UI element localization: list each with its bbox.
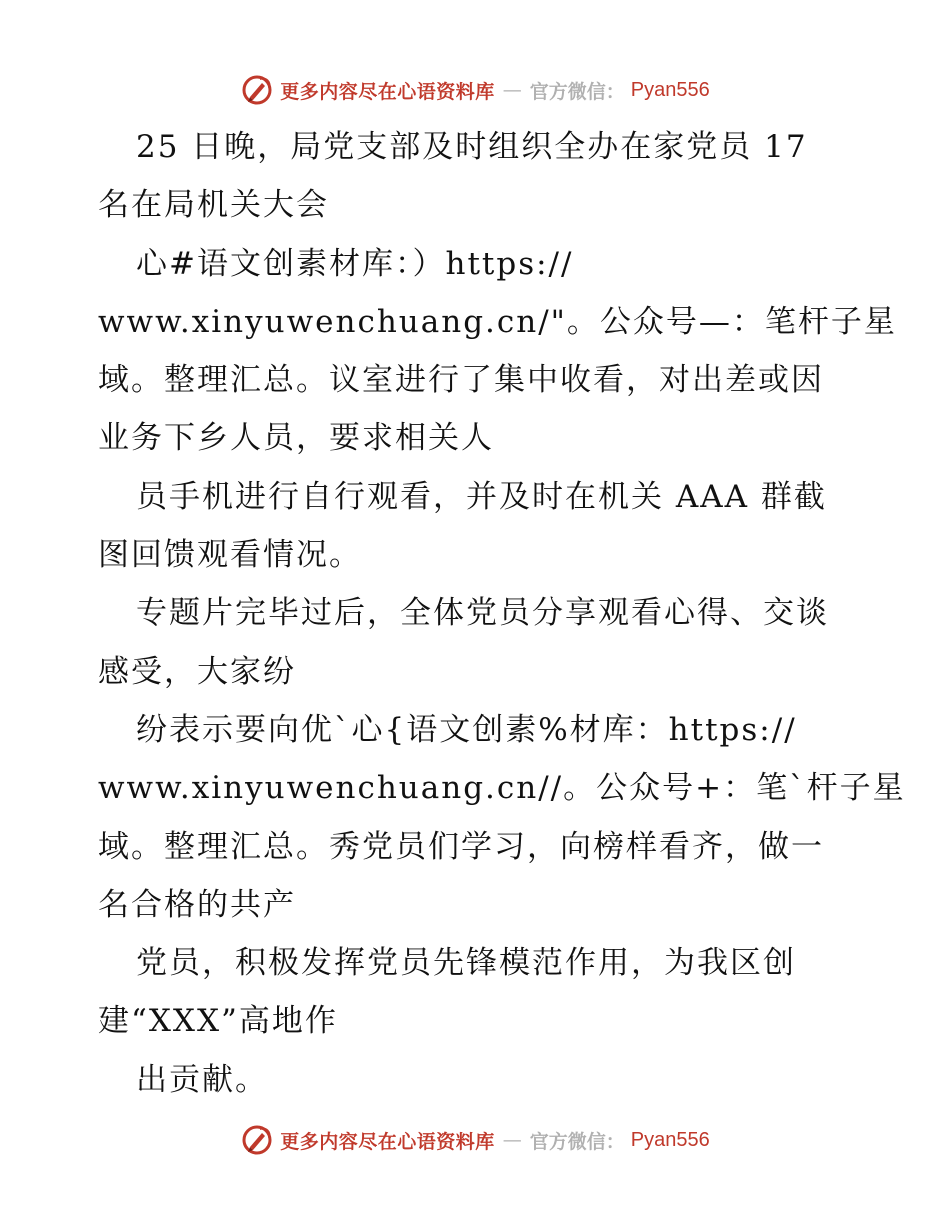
footer-banner-wechat-id: Pyan556 xyxy=(630,1128,710,1151)
body-line: 名合格的共产 xyxy=(98,886,296,923)
body-line: 感受，大家纷 xyxy=(98,653,296,690)
header-banner-official-label: 官方微信： xyxy=(529,80,625,103)
body-line: 出贡献。 xyxy=(136,1061,268,1098)
body-line: 纷表示要向优`心{语文创素%材库：https:// xyxy=(136,711,797,748)
header-banner xyxy=(0,70,950,110)
document-body xyxy=(98,118,906,1109)
body-line: 心#语文创素材库：）https:// xyxy=(136,245,574,282)
header-banner-text: 更多内容尽在心语资料库 xyxy=(280,80,495,103)
body-line: 专题片完毕过后，全体党员分享观看心得、交谈 xyxy=(136,595,829,632)
body-line: 党员，积极发挥党员先锋模范作用，为我区创 xyxy=(136,945,796,982)
body-line: 图回馈观看情况。 xyxy=(98,537,362,574)
footer-banner-dash: — xyxy=(502,1129,522,1151)
pen-logo-icon xyxy=(240,73,274,107)
body-line: 建“XXX”高地作 xyxy=(98,1003,338,1040)
header-banner-wechat-id: Pyan556 xyxy=(630,78,710,101)
body-line: www.xinyuwenchuang.cn//。公众号+：笔`杆子星 xyxy=(98,770,906,807)
footer-banner-official-label: 官方微信： xyxy=(529,1130,625,1153)
footer-banner xyxy=(0,1120,950,1160)
body-line: 名在局机关大会 xyxy=(98,187,329,224)
body-line: 员手机进行自行观看，并及时在机关 AAA 群截 xyxy=(136,478,827,515)
pen-logo-icon xyxy=(240,1123,274,1157)
header-banner-dash: — xyxy=(502,79,522,101)
body-line: 25 日晚，局党支部及时组织全办在家党员 17 xyxy=(136,129,808,165)
body-line: 域。整理汇总。秀党员们学习，向榜样看齐，做一 xyxy=(98,828,824,865)
body-line: 业务下乡人员，要求相关人 xyxy=(98,420,494,457)
body-line: 域。整理汇总。议室进行了集中收看，对出差或因 xyxy=(98,362,824,399)
body-line: www.xinyuwenchuang.cn/"。公众号—：笔杆子星 xyxy=(98,303,897,340)
footer-banner-text: 更多内容尽在心语资料库 xyxy=(280,1130,495,1153)
